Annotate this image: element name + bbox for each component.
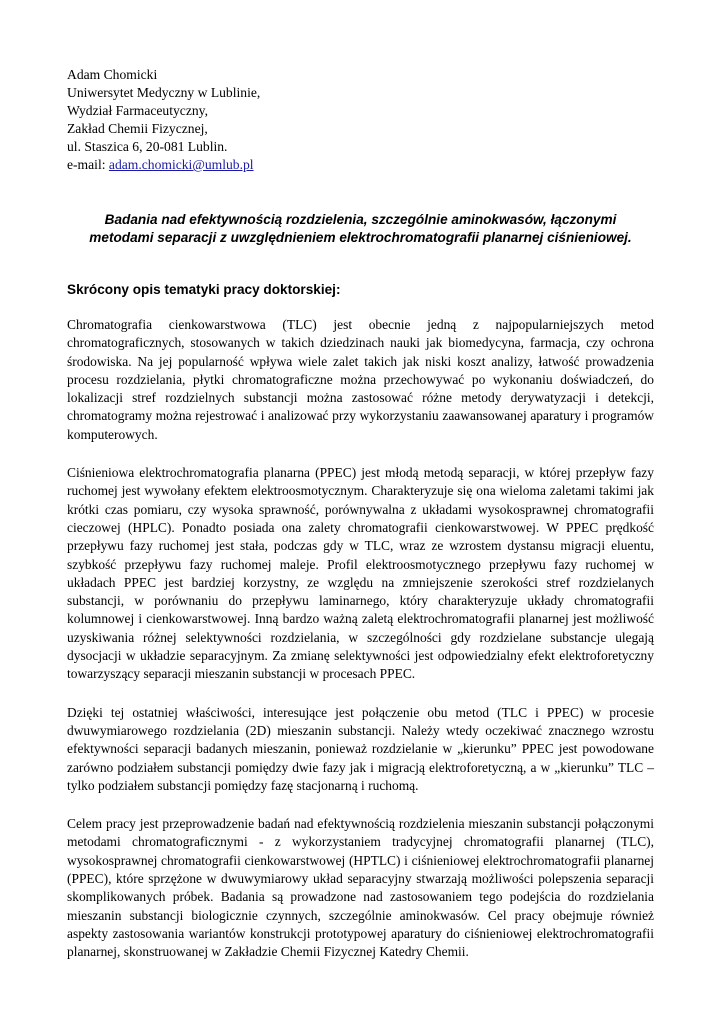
paragraph-4: Celem pracy jest przeprowadzenie badań nad efektywnością rozdzielenia mieszanin substancji połączonymi metodami chromatograficznymi - z wykorzystaniem tradycyjnej chromatografii planarnej (TLC), wysokosprawnej chromatografii cienkowarstwowej (HPTLC) i ciśnieniowej elektrochromatografii planarnej (PPEC), które sprzężone w dwuwymiarowy układ separacyjny stwarzają możliwości polepszenia separacji skomplikowanych próbek. Badania są prowadzone nad zastosowaniem tego podejścia do rozdzielania mieszanin substancji biologicznie czynnych, szczególnie aminokwasów. Cel pracy obejmuje również aspekty zastosowania wariantów konstrukcji prototypowej aparatury do ciśnieniowej elektrochromatografii planarnej, skonstruowanej w Zakładzie Chemii Fizycznej Katedry Chemii.: [67, 816, 654, 960]
paragraph-1: Chromatografia cienkowarstwowa (TLC) jest obecnie jedną z najpopularniejszych metod chromatograficznych, stosowanych w takich dziedzinach nauki jak biomedycyna, farmacja, czy ochrona środowiska. Na jej popularność wpływa wiele zalet takich jak niski koszt analizy, łatwość prowadzenia procesu rozdzielania, płytki chromatograficzne można przechowywać po wykonaniu doświadczeń, do lokalizacji stref rozdzielnych substancji można zastosować różne metody derywatyzacji i detekcji, chromatogramy można rejestrować i analizować przy wykorzystaniu zaawansowanej aparatury i programów komputerowych.: [67, 317, 654, 442]
author-university: Uniwersytet Medyczny w Lublinie,: [67, 85, 261, 100]
section-heading: Skrócony opis tematyki pracy doktorskiej:: [67, 282, 341, 297]
author-faculty: Wydział Farmaceutyczny,: [67, 103, 208, 118]
author-email-line: [67, 156, 654, 174]
author-department: Zakład Chemii Fizycznej,: [67, 121, 208, 136]
author-name: Adam Chomicki: [67, 67, 158, 82]
author-street: ul. Staszica 6, 20-081 Lublin.: [67, 139, 228, 154]
author-address-block: [67, 66, 654, 174]
document-title: [67, 211, 654, 247]
paragraph-3: Dzięki tej ostatniej właściwości, interesujące jest połączenie obu metod (TLC i PPEC) w procesie dwuwymiarowego rozdzielania (2D) mieszanin substancji. Należy wtedy oczekiwać znacznego wzrostu efektywności separacji badanych mieszanin, ponieważ rozdzielanie w „kierunku” PPEC jest powodowane zarówno podziałem substancji pomiędzy dwie fazy jak i migracją elektroforetyczną, a w „kierunku” TLC – tylko podziałem substancji pomiędzy fazę stacjonarną i ruchomą.: [67, 704, 654, 793]
title-line-1: Badania nad efektywnością rozdzielenia, szczególnie aminokwasów, łączonymi: [104, 212, 617, 227]
title-line-2: metodami separacji z uwzględnieniem elektrochromatografii planarnej ciśnieniowej.: [89, 230, 632, 245]
email-label: e-mail:: [67, 157, 109, 172]
paragraph-2: Ciśnieniowa elektrochromatografia planarna (PPEC) jest młodą metodą separacji, w której przepływ fazy ruchomej jest wywołany efektem elektroosmotycznym. Charakteryzuje się ona wieloma zaletami takimi jak krótki czas pomiaru, czy wysoka sprawność, porównywalna z układami wysokosprawnej chromatografii cieczowej (HPLC). Ponadto posiada ona zalety chromatografii cienkowarstwowej. W PPEC prędkość przepływu fazy ruchomej jest stała, podczas gdy w TLC, wraz ze wzrostem dystansu migracji eluentu, szybkość przepływu fazy ruchomej maleje. Profil elektroosmotycznego przepływu fazy ruchomej w układach PPEC jest bardziej korzystny, ze względu na zmniejszenie szerokości stref rozdzielanych substancji, w porównaniu do przepływu laminarnego, który charakteryzuje układy chromatografii kolumnowej i cienkowarstwowej. Inną bardzo ważną zaletą elektrochromatografii planarnej jest możliwość uzyskiwania różnej selektywności rozdzielania, w szczególności gdy rozdzielane substancje ulegają dysocjacji w układzie separacyjnym. Za zmianę selektywności jest odpowiedzialny efekt elektroforetyczny towarzyszący separacji mieszanin substancji w procesach PPEC.: [67, 465, 654, 682]
document-page: [67, 66, 654, 975]
email-link[interactable]: adam.chomicki@umlub.pl: [108, 157, 254, 172]
